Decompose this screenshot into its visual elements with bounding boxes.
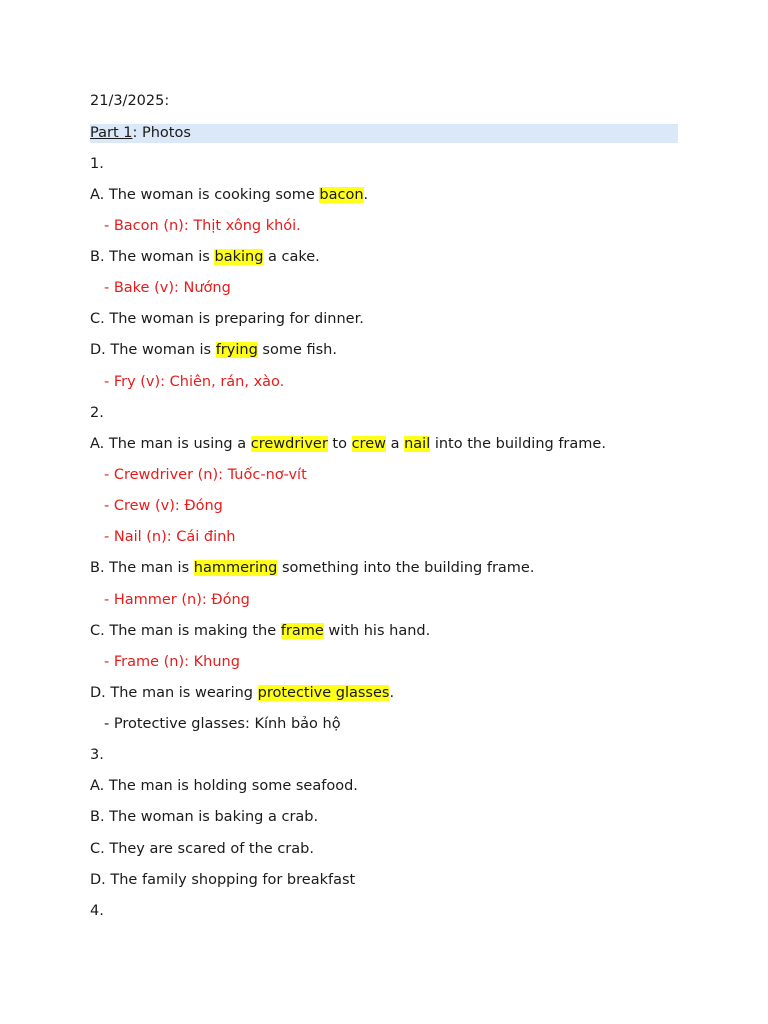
q2-a-vocab-note: - Crew (v): Đóng	[104, 498, 223, 514]
highlighted-word: protective glasses	[257, 685, 390, 701]
date-heading: 21/3/2025:	[90, 93, 170, 109]
part-label: Part 1	[90, 125, 133, 141]
highlighted-word: crew	[351, 436, 386, 452]
option-text: D. The man is wearing	[90, 685, 258, 701]
part-heading	[90, 123, 191, 143]
option-text: B. The woman is	[90, 249, 215, 265]
question-3-number: 3.	[90, 747, 104, 763]
q1-a-vocab-note: - Bacon (n): Thịt xông khói.	[104, 218, 301, 234]
option-text: some fish.	[257, 342, 337, 358]
q1-option-d	[90, 340, 337, 360]
q2-b-vocab-note: - Hammer (n): Đóng	[104, 592, 250, 608]
question-4-number: 4.	[90, 903, 104, 919]
q2-option-c	[90, 621, 430, 641]
highlighted-word: bacon	[319, 187, 364, 203]
part-title: : Photos	[132, 125, 191, 141]
option-text: D. The woman is	[90, 342, 216, 358]
option-text: something into the building frame.	[277, 560, 535, 576]
q2-a-vocab-note: - Crewdriver (n): Tuốc-nơ-vít	[104, 467, 307, 483]
q2-c-vocab-note: - Frame (n): Khung	[104, 654, 240, 670]
highlighted-word: crewdriver	[250, 436, 328, 452]
highlighted-word: hammering	[193, 560, 278, 576]
option-text: into the building frame.	[430, 436, 606, 452]
q2-option-a	[90, 434, 606, 454]
option-text: .	[363, 187, 369, 203]
option-text: C. The man is making the	[90, 623, 281, 639]
q1-option-c: C. The woman is preparing for dinner.	[90, 311, 364, 327]
q3-option-d: D. The family shopping for breakfast	[90, 872, 356, 888]
q1-d-vocab-note: - Fry (v): Chiên, rán, xào.	[104, 374, 285, 390]
question-2-number: 2.	[90, 405, 104, 421]
option-text: a cake.	[263, 249, 320, 265]
option-text: A. The woman is cooking some	[90, 187, 320, 203]
q2-option-b	[90, 558, 534, 578]
option-text: a	[385, 436, 405, 452]
highlighted-word: nail	[404, 436, 431, 452]
option-text: with his hand.	[323, 623, 431, 639]
highlighted-word: baking	[214, 249, 264, 265]
q2-d-vocab-note: - Protective glasses: Kính bảo hộ	[104, 716, 341, 732]
q3-option-c: C. They are scared of the crab.	[90, 841, 314, 857]
option-text: .	[389, 685, 395, 701]
q2-option-d	[90, 683, 394, 703]
question-1-number: 1.	[90, 156, 104, 172]
option-text: A. The man is using a	[90, 436, 251, 452]
q3-option-a: A. The man is holding some seafood.	[90, 778, 358, 794]
option-text: to	[327, 436, 352, 452]
q1-option-a	[90, 185, 368, 205]
q2-a-vocab-note: - Nail (n): Cái đinh	[104, 529, 236, 545]
q1-b-vocab-note: - Bake (v): Nướng	[104, 280, 231, 296]
highlighted-word: frying	[215, 342, 258, 358]
q1-option-b	[90, 247, 320, 267]
option-text: B. The man is	[90, 560, 194, 576]
q3-option-b: B. The woman is baking a crab.	[90, 809, 319, 825]
highlighted-word: frame	[280, 623, 324, 639]
